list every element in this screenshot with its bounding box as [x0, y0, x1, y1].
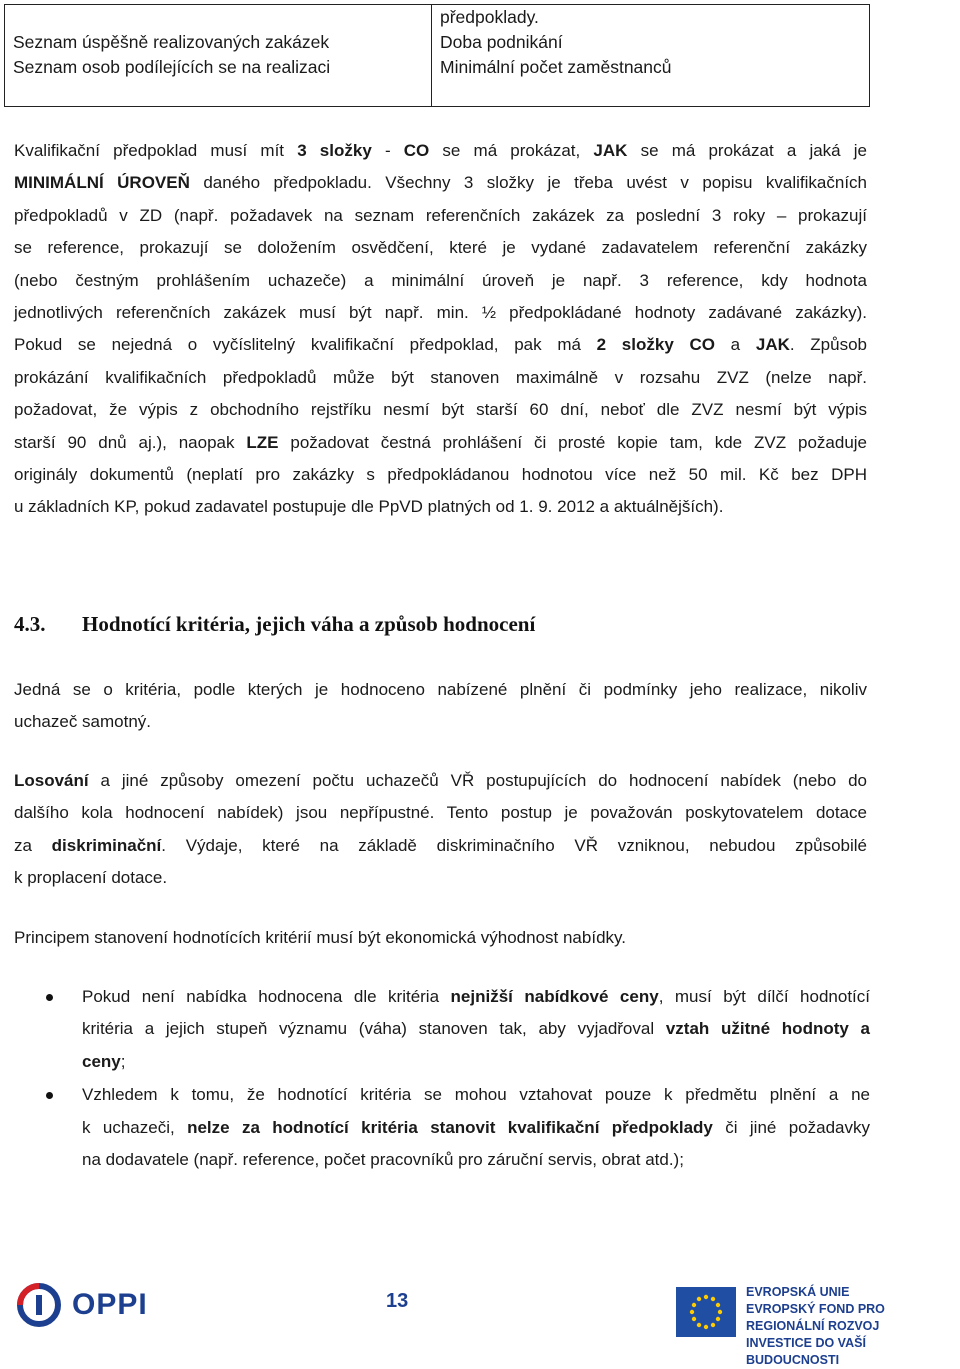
oppi-logo-icon [16, 1282, 62, 1328]
bullet-icon [46, 1092, 53, 1099]
text-line: uchazeč samotný. [14, 712, 152, 732]
text-line: originály dokumentů (neplatí pro zakázky s předpokládanou hodnotou více než 50 mil. Kč bez DPH [14, 465, 867, 485]
section-number: 4.3. [14, 612, 46, 636]
oppi-logo [16, 1283, 148, 1327]
oppi-logo-text: OPPI [72, 1288, 148, 1321]
eu-logo-line: EVROPSKÝ FOND PRO REGIONÁLNÍ ROZVOJ [746, 1302, 885, 1333]
text-line: jednotlivých referenčních zakázek musí být např. min. ½ předpokládané hodnoty zadávané zakázky). [14, 303, 867, 323]
page-number: 13 [386, 1290, 409, 1312]
text-line: na dodavatele (např. reference, počet pracovníků pro záruční servis, obrat atd.); [82, 1150, 684, 1170]
text-line: k uchazeči, nelze za hodnotící kritéria stanovit kvalifikační předpoklady či jiné požadavky [82, 1117, 871, 1137]
text-line: kritéria a jejich stupeň významu (váha) stanoven tak, aby vyjadřoval vztah užitné hodnoty a [82, 1019, 870, 1039]
criteria-paragraph [14, 674, 867, 739]
text-line: Kvalifikační předpoklad musí mít 3 složky - CO se má prokázat, JAK se má prokázat a jaká je [14, 141, 868, 160]
lottery-paragraph [14, 765, 867, 895]
text-line: Pokud není nabídka hodnocena dle kritéria nejnižší nabídkové ceny, musí být dílčí hodnotící [82, 987, 870, 1006]
table-cell-text: Seznam úspěšně realizovaných zakázek [13, 32, 330, 52]
eu-logo-line: INVESTICE DO VAŠÍ BUDOUCNOSTI [746, 1336, 866, 1367]
list-item [0, 981, 870, 1078]
text-line: Vzhledem k tomu, že hodnotící kritéria se mohou vztahovat pouze k předmětu plnění a ne [82, 1085, 870, 1105]
text-line: se reference, prokazují se doložením osvědčení, které je vydané zadavatelem referenční zakázky [14, 238, 867, 258]
text-line: Losování a jiné způsoby omezení počtu uchazečů VŘ postupujících do hodnocení nabídek (nebo do [14, 771, 867, 790]
section-title: Hodnotící kritéria, jejich váha a způsob hodnocení [82, 612, 536, 636]
list-item [0, 1079, 870, 1176]
text-line: Pokud se nejedná o vyčíslitelný kvalifikační předpoklad, pak má 2 složky CO a JAK. Způsob [14, 335, 868, 355]
bullet-icon [46, 994, 53, 1001]
text-line: Principem stanovení hodnotících kritérií musí být ekonomická výhodnost nabídky. [14, 928, 626, 947]
text-line: dalšího kola hodnocení nabídek) jsou nepřípustné. Tento postup je považován poskytovatelem dotace [14, 803, 867, 823]
eu-logo-line: EVROPSKÁ UNIE [746, 1285, 850, 1299]
table-cell-text: Doba podnikání [440, 32, 563, 52]
principle-paragraph [14, 922, 867, 954]
text-line: u základních KP, pokud zadavatel postupuje dle PpVD platných od 1. 9. 2012 a aktuálnějších). [14, 497, 724, 517]
text-line: k proplacení dotace. [14, 868, 168, 888]
qualification-paragraph [14, 135, 867, 524]
text-line: ceny; [82, 1051, 126, 1071]
text-line: za diskriminační. Výdaje, které na základě diskriminačního VŘ vzniknou, nebudou způsobilé [14, 835, 867, 855]
eu-flag-icon [676, 1287, 736, 1337]
table-cell-text: předpoklady. [440, 7, 539, 27]
bullet-list [0, 981, 870, 1176]
table-cell-right [432, 5, 870, 107]
section-heading [14, 612, 535, 637]
requirements-table [4, 4, 870, 107]
text-line: předpokladů v ZD (např. požadavek na seznam referenčních zakázek za poslední 3 roky – prokazují [14, 205, 867, 225]
eu-logo-text [746, 1284, 960, 1369]
text-line: (nebo čestným prohlášením uchazeče) a minimální úroveň je např. 3 reference, kdy hodnota [14, 270, 867, 290]
text-line: požadovat, že výpis z obchodního rejstříku nesmí být starší 60 dní, neboť dle ZVZ nesmí být výpis [14, 400, 867, 420]
table-cell-text: Seznam osob podílejících se na realizaci [13, 57, 331, 77]
text-line: Jedná se o kritéria, podle kterých je hodnoceno nabízené plnění či podmínky jeho realizace, nikoliv [14, 680, 867, 699]
table-cell-text: Minimální počet zaměstnanců [440, 57, 672, 77]
table-cell-left [5, 5, 432, 107]
text-line: prokázání kvalifikačních předpokladů může být stanoven maximálně v rozsahu ZVZ (nelze např. [14, 367, 867, 387]
text-line: MINIMÁLNÍ ÚROVEŇ daného předpokladu. Všechny 3 složky je třeba uvést v popisu kvalifikačních [14, 173, 867, 193]
text-line: starší 90 dnů aj.), naopak LZE požadovat čestná prohlášení či prosté kopie tam, kde ZVZ požaduje [14, 432, 868, 452]
